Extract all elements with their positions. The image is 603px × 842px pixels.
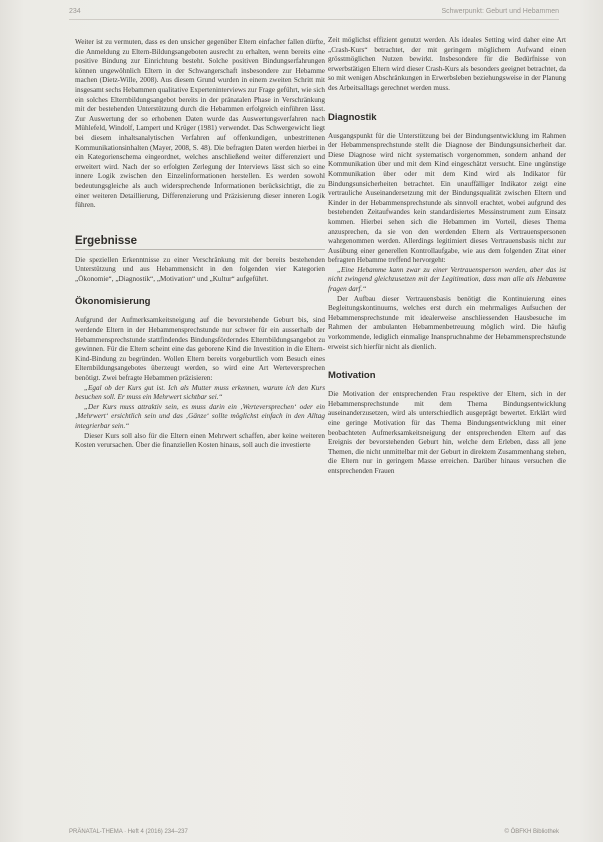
header-divider — [69, 19, 559, 20]
quote-diagnostik: „Eine Hebamme kann zwar zu einer Vertrauensperson werden, aber das ist nicht zwingend gleichzusetzen mit der Legitimation, dass man alle als Hebamme fragen darf.“ — [328, 265, 566, 294]
paragraph-results: Die speziellen Erkenntnisse zu einer Verschränkung mit der bereits bestehenden Unterstützung und aus Hebammensicht in den folgenden vier Kategorien „Ökonomie“, „Diagnostik“, „Motivation“ und „Kultur“ aufgeführt. — [75, 255, 325, 283]
subheading-diagnostik: Diagnostik — [328, 111, 377, 123]
footer-right: © ÖBFKH Bibliothek — [504, 829, 559, 835]
left-column — [75, 38, 325, 451]
paragraph-intro: Weiter ist zu vermuten, dass es den unsicher gegenüber Eltern einfacher fallen dürfte, die Anmeldung zu Eltern-Bildungsangeboten ausrecht zu erhalten, wenn bereits eine positive Bindung zur Einrichtung besteht. Solche positiven Bindungserfahrungen können ungewöhnlich Eltern in der Schwangerschaft insbesondere zur Hebamme machen (Dietz-Wille, 2008). Aus diesem Grund wurden in einem zweiten Schritt mit insgesamt sechs Hebammen qualitative Experteninterviews zur Frage geführt, wie sich ein solches Elternbildungsangebot bereits in der pränatalen Phase in Verschränkung mit der bestehenden Unterstützung durch die Hebammen erfolgreich einführen lässt. Zur Auswertung der so erhobenen Daten wurde das Auswertungsverfahren nach Mühlefeld, Windolf, Lampert und Krüger (1981) verwendet. Das Schwergewicht liegt bei diesem inhaltsanalytischen Verfahren auf offenkundigen, unbestrittenen Kommunikationsinhalten (Mayer, 2008, S. 48). Die befragten Daten werden hierbei in ein Kategorienschema eingeordnet, welches anschließend weiter differenziert und erweitert wird. Nach der so erfolgten Zerlegung der Interviews lässt sich so eine innere Logik zwischen den Einzelinformationen herstellen. Es werden sowohl bedeutungsgleiche als auch widersprechende Informationen berücksichtigt, die zu einer weiteren Detaillierung, Differenzierung und Präzisierung dieser inneren Logik führen. — [75, 38, 325, 210]
paragraph-oek-end: Dieser Kurs soll also für die Eltern einen Mehrwert schaffen, aber keine weiteren Kosten verursachen. Über die finanziellen Kosten hinaus, soll auch die investierte — [75, 431, 325, 450]
quote-2: „Der Kurs muss attraktiv sein, es muss darin ein ‚Werteversprechen‘ oder ein ‚Mehrwert‘ ersichtlich sein und das ‚Gänze‘ sollte möglichst einfach in den Alltag integrierbar sein.“ — [75, 402, 325, 430]
subheading-oekonomisierung: Ökonomisierung — [75, 296, 151, 308]
paragraph-oekonomisierung: Aufgrund der Aufmerksamkeitsneigung auf die bevorstehende Geburt bis, sind werdende Eltern in der Hebammensprechstunde nur schwer für ein ausserhalb der Hebammensprechstunde stattfindendes Bindungsförderndes Elternbildungsangebot zu gewinnen. Für die Eltern scheint eine das geborene Kind die Investition in die Eltern-Kind-Bindung zu begründen. Wollen Eltern bereits vorgeburtlich vom Besuch eines Elternbildungsangebotes überzeugt werden, so wird eine Art Werteversprechen benötigt. Zwei befragte Hebammen präzisieren: — [75, 316, 325, 383]
paragraph-right-intro: Zeit möglichst effizient genutzt werden. Als ideales Setting wird daher eine Art „Crash-Kurs“ betrachtet, der mit geringem möglichem Aufwand einen grösstmöglichen Nutzen bewirkt. Insbesondere für die Bedürfnisse von erwerbstätigen Eltern wird dieser Crash-Kurs als besonders geeignet betrachtet, da so mit wenigen Abschränkungen in Erwerbsleben beziehungsweise in der Planung des Arbeitsalltags gerechnet werden muss. — [328, 36, 566, 92]
paragraph-diagnostik-end: Der Aufbau dieser Vertrauensbasis benötigt die Kontinuierung eines Begleitungskontinuums, welches erst durch ein mehrmaliges Aufsuchen der Hebammensprechstunde mit idealerweise anschliessenden Hausbesuche im Rahmen der ambulanten Hebammenbetreuung möglich wird. Die häufig vorkommende, lediglich einmalige Inanspruchnahme der Hebammensprechstunde erweist sich hierfür nicht als dienlich. — [328, 294, 566, 351]
paragraph-motivation: Die Motivation der entsprechenden Frau respektive der Eltern, sich in der Hebammensprechstunde mit dem Thema Bindungsentwicklung auseinanderzusetzen, wird als unterschiedlich ausgeprägt bewertet. Erklärt wird eine geringe Motivation für das Thema Bindungsentwicklung mit einer beobachteten Aufmerksamkeitsneigung der entsprechenden Eltern auf das Ereignis der bevorstehenden Geburt hin, welche dem Erleben, dass all jene Themen, die nicht unmittelbar mit der Geburt in direktem Zusammenhang stehen, die Eltern nur in geringem Masse erreichen. Darüber hinaus versuchen die entsprechenden Frauen — [328, 390, 566, 475]
right-column — [328, 36, 566, 477]
paragraph-diagnostik: Ausgangspunkt für die Unterstützung bei der Bindungsentwicklung im Rahmen der Hebammensprechstunde stellt die Diagnose der Bindungsunsicherheit dar. Diese Diagnose wird nicht systematisch vorgenommen, sondern anhand der Kommunikation über und mit dem Kind eingeschätzt versucht. Eine ungünstige Kommunikation über oder mit dem Kind wird als Indikator für Bindungsunsicherheiten betrachtet. Ein unauffälliger Indikator zeigt eine vertrauliche Auseinandersetzung mit der Bindungsqualität zwischen Eltern und Kinder in der Hebammensprechstunde als sinnvoll erachtet, wobei aufgrund des bestehenden Zeitaufwandes kein standardisiertes Messinstrument zum Einsatz kommen. Hierbei sehen sich die Hebammen im Vorteil, dieses Thema anzusprechen, da sie von den werdenden Eltern als Vertrauenspersonen wahrgenommen werden. Allerdings legitimiert dieses Vertrauensbasis nicht zur Ausübung einer generellen Kontrollaufgabe, wie aus dem folgenden Zitat einer befragten Hebamme treffend hervorgeht: — [328, 131, 566, 265]
section-heading-ergebnisse: Ergebnisse — [75, 234, 137, 247]
running-header: Schwerpunkt: Geburt und Hebammen — [441, 8, 559, 15]
footer-left: PRÄNATAL-THEMA · Heft 4 (2016) 234–237 — [69, 829, 188, 835]
quote-1: „Egal ob der Kurs gut ist. Ich als Mutter muss erkennen, warum ich den Kurs besuchen soll. Er muss ein Mehrwert sichtbar sei.“ — [75, 383, 325, 402]
subheading-motivation: Motivation — [328, 370, 376, 382]
page-number: 234 — [69, 8, 81, 15]
